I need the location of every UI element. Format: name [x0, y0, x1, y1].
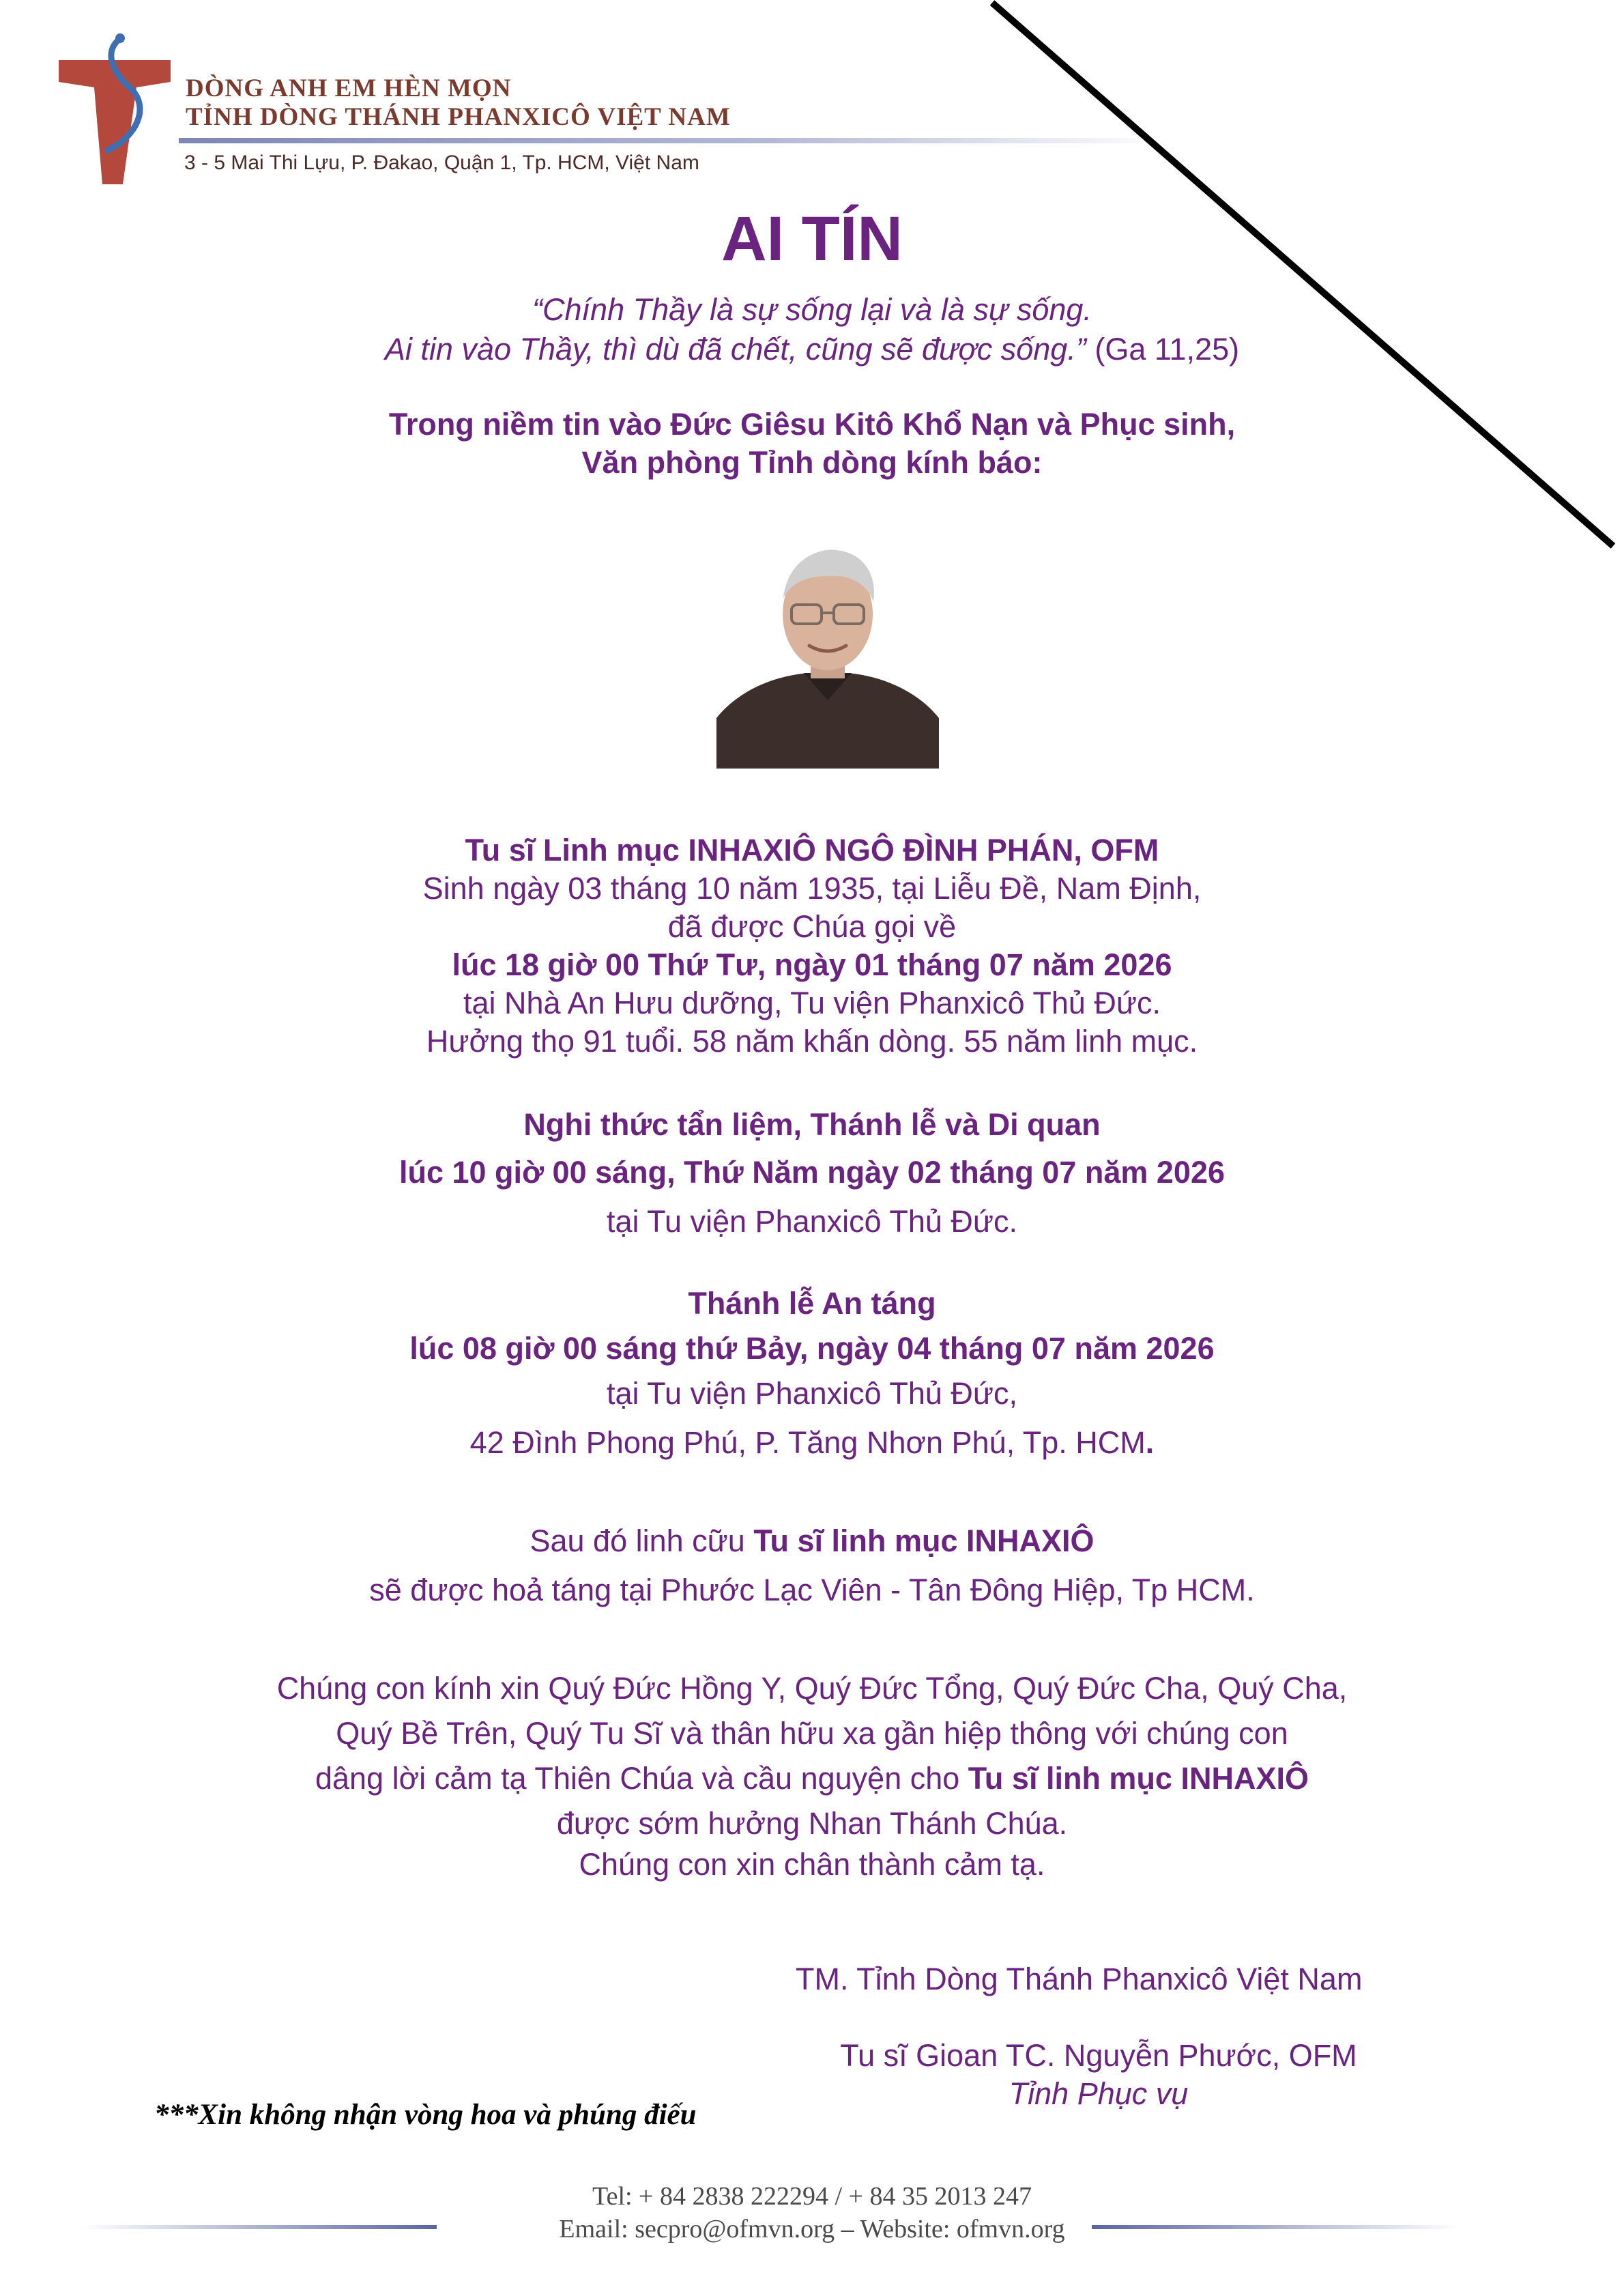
ceremony1-place: tại Tu viện Phanxicô Thủ Đức. [606, 1204, 1018, 1239]
quote-line2: Ai tin vào Thầy, thì dù đã chết, cũng sẽ được sống.” [384, 332, 1086, 367]
notice-title: AI TÍN [721, 204, 903, 274]
ceremony2-title: Thánh lễ An táng [688, 1286, 936, 1321]
quote-reference: (Ga 11,25) [1086, 332, 1240, 367]
signature-name: Tu sĩ Gioan TC. Nguyễn Phước, OFM [840, 2038, 1357, 2073]
ceremony2-address: 42 Đình Phong Phú, P. Tăng Nhơn Phú, Tp. HCM [469, 1425, 1146, 1460]
prayer-line5: Chúng con xin chân thành cảm tạ. [579, 1847, 1045, 1882]
cremation-line1-text: Sau đó linh cữu [530, 1523, 754, 1558]
cremation-line2: sẽ được hoả táng tại Phước Lạc Viên - Tân Đông Hiệp, Tp HCM. [369, 1573, 1255, 1607]
prayer-line3 [0, 1760, 1624, 1798]
deceased-portrait-photo [716, 539, 939, 769]
deceased-name: Tu sĩ Linh mục INHAXIÔ NGÔ ĐÌNH PHÁN, OFM [465, 833, 1159, 867]
cremation-line1 [0, 1522, 1624, 1560]
no-flowers-note: ***Xin không nhận vòng hoa và phúng điếu [154, 2099, 697, 2131]
ceremony2-address-end: . [1145, 1425, 1155, 1460]
intro-line2: Văn phòng Tỉnh dòng kính báo: [581, 445, 1043, 480]
signature-role: Tỉnh Phục vụ [1009, 2076, 1189, 2111]
ceremony2-time: lúc 08 giờ 00 sáng thứ Bảy, ngày 04 tháng 07 năm 2026 [409, 1331, 1215, 1366]
prayer-line2: Quý Bề Trên, Quý Tu Sĩ và thân hữu xa gần hiệp thông với chúng con [336, 1716, 1288, 1751]
org-name-line2: TỈNH DÒNG THÁNH PHANXICÔ VIỆT NAM [186, 103, 731, 131]
ceremony1-time: lúc 10 giờ 00 sáng, Thứ Năm ngày 02 tháng 07 năm 2026 [398, 1155, 1225, 1190]
quote-line2-row [0, 332, 1624, 367]
ceremony2-place: tại Tu viện Phanxicô Thủ Đức, [606, 1376, 1018, 1411]
franciscan-tau-logo [55, 27, 177, 184]
deceased-called: đã được Chúa gọi về [667, 909, 957, 944]
deceased-age: Hưởng thọ 91 tuổi. 58 năm khấn dòng. 55 năm linh mục. [426, 1024, 1198, 1059]
org-address: 3 - 5 Mai Thi Lựu, P. Đakao, Quận 1, Tp. HCM, Việt Nam [184, 152, 699, 174]
footer-contact: Email: secpro@ofmvn.org – Website: ofmvn.org [559, 2215, 1065, 2243]
intro-line1: Trong niềm tin vào Đức Giêsu Kitô Khổ Nạn và Phục sinh, [388, 407, 1236, 442]
org-name-line1: DÒNG ANH EM HÈN MỌN [186, 74, 512, 102]
ceremony2-address-row [0, 1424, 1624, 1462]
signature-on-behalf: TM. Tỉnh Dòng Thánh Phanxicô Việt Nam [796, 1962, 1363, 1996]
footer-phone: Tel: + 84 2838 222294 / + 84 35 2013 247 [592, 2182, 1032, 2211]
quote-line1: “Chính Thầy là sự sống lại và là sự sống. [532, 292, 1092, 327]
prayer-line3-text: dâng lời cảm tạ Thiên Chúa và cầu nguyện cho [315, 1761, 968, 1796]
deceased-birth: Sinh ngày 03 tháng 10 năm 1935, tại Liễu Đề, Nam Định, [422, 871, 1202, 906]
prayer-line3-bold: Tu sĩ linh mục INHAXIÔ [968, 1761, 1309, 1796]
cremation-line1-bold: Tu sĩ linh mục INHAXIÔ [753, 1523, 1094, 1558]
ceremony1-title: Nghi thức tẩn liệm, Thánh lễ và Di quan [523, 1107, 1101, 1142]
prayer-line1: Chúng con kính xin Quý Đức Hồng Y, Quý Đức Tổng, Quý Đức Cha, Quý Cha, [276, 1671, 1348, 1706]
prayer-line4: được sớm hưởng Nhan Thánh Chúa. [556, 1806, 1068, 1841]
deceased-death-place: tại Nhà An Hưu dưỡng, Tu viện Phanxicô Thủ Đức. [463, 986, 1161, 1020]
deceased-death-time: lúc 18 giờ 00 Thứ Tư, ngày 01 tháng 07 năm 2026 [452, 947, 1172, 982]
